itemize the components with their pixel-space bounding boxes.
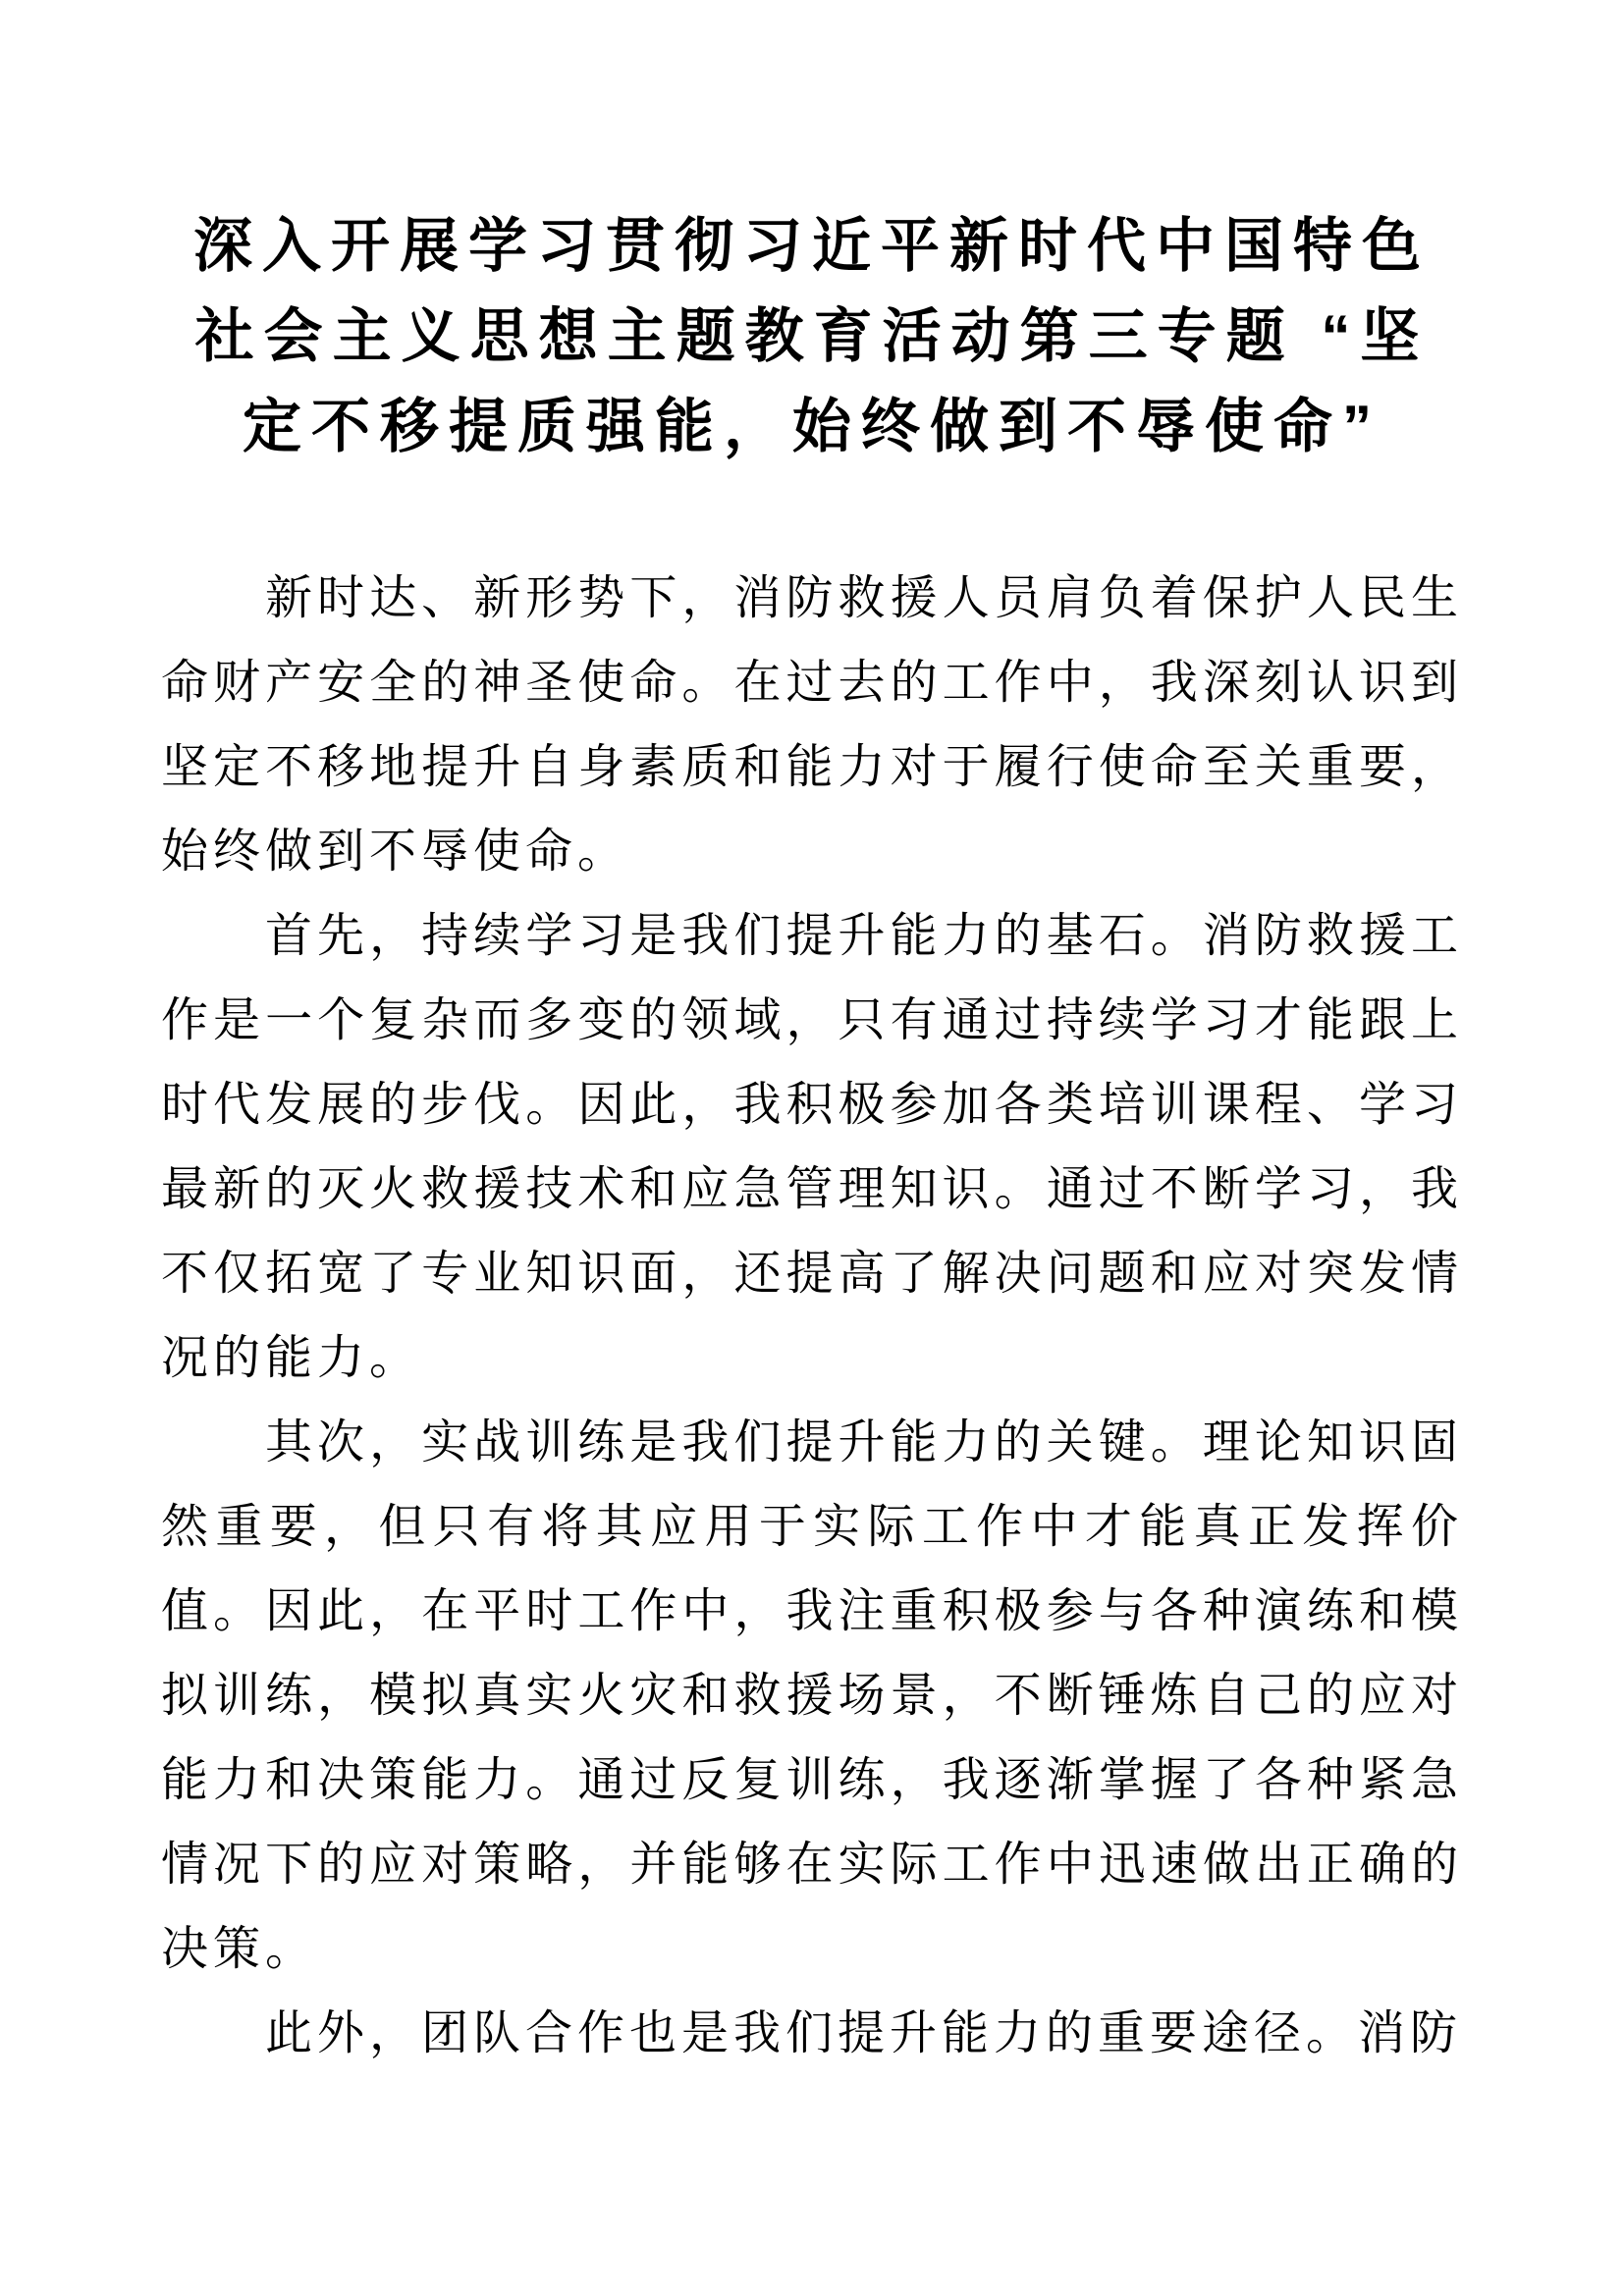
document-title: 深入开展学习贯彻习近平新时代中国特色社会主义思想主题教育活动第三专题 “坚定不移提质强能，始终做到不辱使命” — [193, 213, 1431, 459]
paragraph-3: 其次，实战训练是我们提升能力的关键。理论知识固然重要，但只有将其应用于实际工作中才能真正发挥价值。因此，在平时工作中，我注重积极参与各种演练和模拟训练，模拟真实火灾和救援场景，不断锤炼自己的应对能力和决策能力。通过反复训练，我逐渐掌握了各种紧急情况下的应对策略，并能够在实际工作中迅速做出正确的决策。 — [161, 1416, 1463, 1975]
paragraph-2: 首先，持续学习是我们提升能力的基石。消防救援工作是一个复杂而多变的领域，只有通过持续学习才能跟上时代发展的步伐。因此，我积极参加各类培训课程、学习最新的灭火救援技术和应急管理知识。通过不断学习，我不仅拓宽了专业知识面，还提高了解决问题和应对突发情况的能力。 — [161, 910, 1463, 1384]
document-body — [161, 557, 1463, 2076]
paragraph-1: 新时达、新形势下，消防救援人员肩负着保护人民生命财产安全的神圣使命。在过去的工作中，我深刻认识到坚定不移地提升自身素质和能力对于履行使命至关重要，始终做到不辱使命。 — [161, 572, 1463, 878]
paragraph-4: 此外，团队合作也是我们提升能力的重要途径。消防 — [265, 2007, 1463, 2059]
